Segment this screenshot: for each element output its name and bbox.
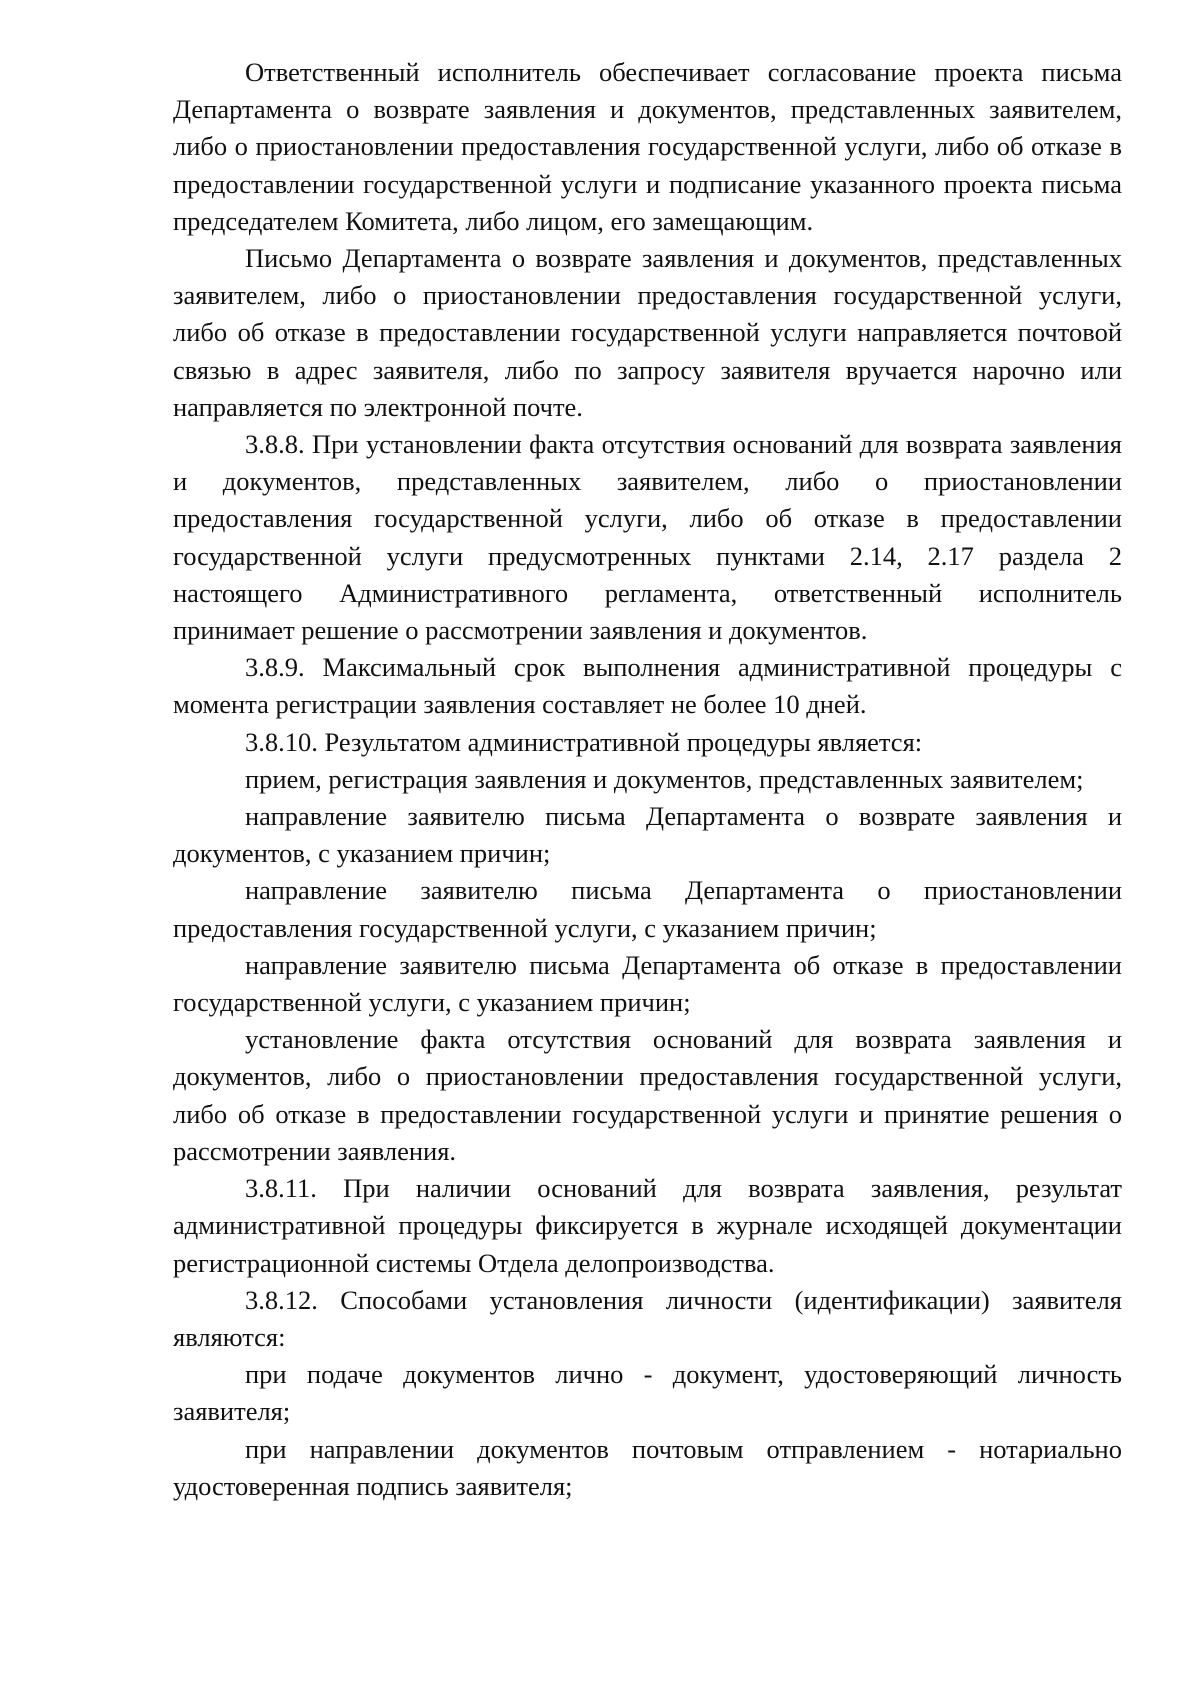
paragraph-result-return-letter: направление заявителю письма Департамента о возврате заявления и документов, с указанием причин; [173, 801, 1122, 869]
paragraph-3-8-12: 3.8.12. Способами установления личности (идентификации) заявителя являются: [173, 1284, 1122, 1352]
paragraph-3-8-11: 3.8.11. При наличии оснований для возврата заявления, результат административной процедуры фиксируется в журнале исходящей документации регистрационной системы Отдела делопроизводства. [173, 1173, 1122, 1278]
paragraph-3-8-10: 3.8.10. Результатом административной процедуры является: [245, 726, 923, 757]
paragraph-identification-in-person: при подаче документов лично - документ, удостоверяющий личность заявителя; [173, 1359, 1122, 1427]
paragraph-result-reception: прием, регистрация заявления и документов, представленных заявителем; [245, 763, 1084, 794]
paragraph-result-decision: установление факта отсутствия оснований для возврата заявления и документов, либо о приостановлении предоставления государственной услуги, либо об отказе в предоставлении государственной услуги и принятие решения о рассмотрении заявления. [173, 1024, 1122, 1166]
paragraph-3-8-8: 3.8.8. При установлении факта отсутствия оснований для возврата заявления и документов, представленных заявителем, либо о приостановлении предоставления государственной услуги, либо об отказе в предоставлении государственной услуги предусмотренных пунктами 2.14, 2.17 раздела 2 настоящего Административного регламента, ответственный исполнитель принимает решение о рассмотрении заявления и документов. [173, 429, 1122, 646]
paragraph-letter-delivery: Письмо Департамента о возврате заявления и документов, представленных заявителем, либо о приостановлении предоставления государственной услуги, либо об отказе в предоставлении государственной услуги направляется почтовой связью в адрес заявителя, либо по запросу заявителя вручается нарочно или направляется по электронной почте. [173, 243, 1122, 422]
paragraph-coordination: Ответственный исполнитель обеспечивает согласование проекта письма Департамента о возврате заявления и документов, представленных заявителем, либо о приостановлении предоставления государственной услуги, либо об отказе в предоставлении государственной услуги и подписание указанного проекта письма председателем Комитета, либо лицом, его замещающим. [173, 57, 1122, 236]
paragraph-result-refusal-letter: направление заявителю письма Департамента об отказе в предоставлении государственной услуги, с указанием причин; [173, 949, 1122, 1018]
paragraph-identification-by-mail: при направлении документов почтовым отправлением - нотариально удостоверенная подпись заявителя; [173, 1433, 1122, 1501]
paragraph-3-8-9: 3.8.9. Максимальный срок выполнения административной процедуры с момента регистрации заявления составляет не более 10 дней. [173, 652, 1122, 720]
paragraph-result-suspension-letter: направление заявителю письма Департамента о приостановлении предоставления государственной услуги, с указанием причин; [173, 875, 1122, 943]
